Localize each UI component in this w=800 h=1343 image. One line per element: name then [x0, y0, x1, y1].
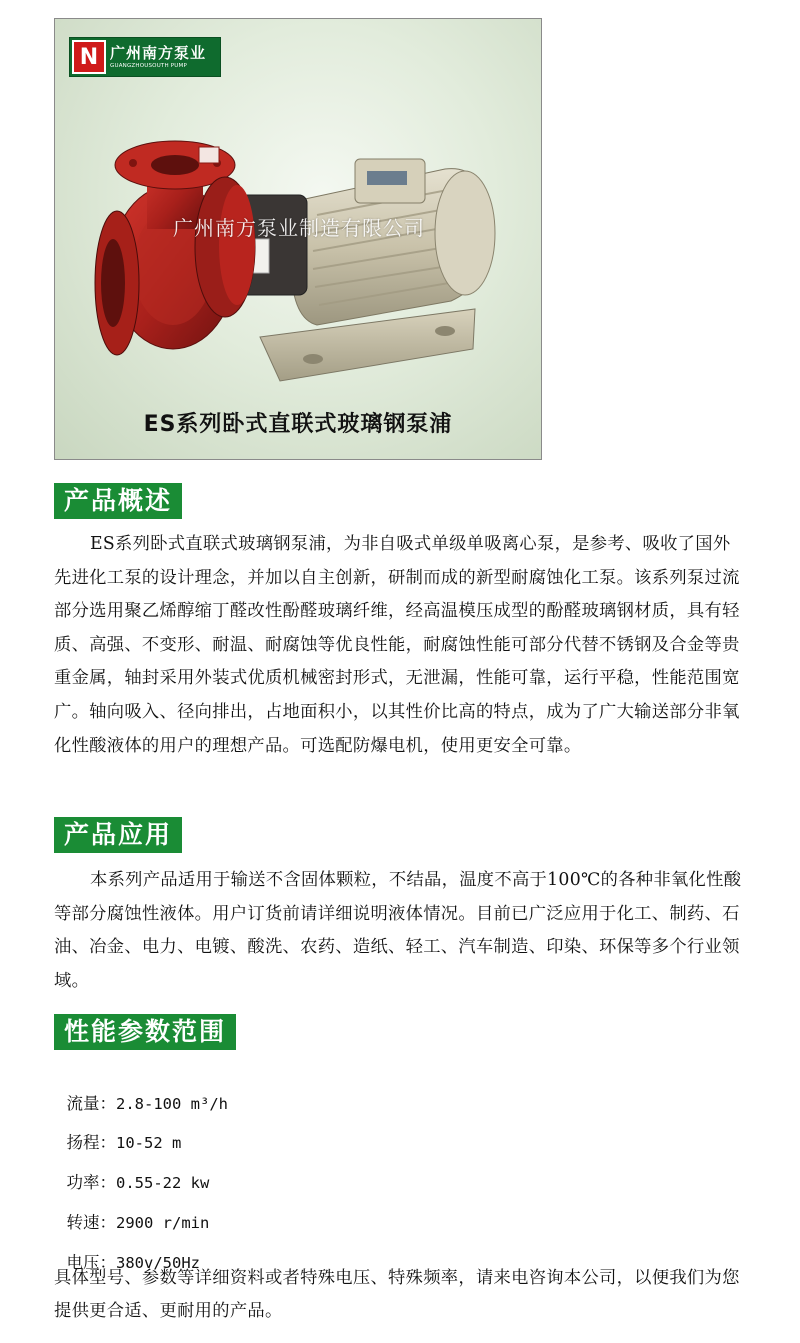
photo-watermark: 广州南方泵业制造有限公司: [173, 216, 425, 240]
contact-note: 具体型号、参数等详细资料或者特殊电压、特殊频率，请来电咨询本公司，以便我们为您提供更合适、更耐用的产品。: [54, 1268, 740, 1321]
logo-name-en: GUANGZHOUSOUTH PUMP: [110, 63, 187, 69]
spec-label: 扬程：: [66, 1133, 116, 1152]
spec-speed: [56, 1190, 209, 1234]
spec-label: 功率：: [66, 1173, 116, 1192]
product-caption: ES系列卧式直联式玻璃钢泵浦: [143, 412, 453, 437]
product-photo: [54, 18, 542, 460]
company-logo: [69, 37, 221, 77]
spec-value: 10-52 m: [116, 1134, 182, 1152]
overview-heading: 产品概述: [54, 483, 182, 519]
spec-power: [56, 1150, 209, 1194]
overview-text: ES系列卧式直联式玻璃钢泵浦，为非自吸式单级单吸离心泵，是参考、吸收了国外先进化工泵的设计理念，并加以自主创新，研制而成的新型耐腐蚀化工泵。该系列泵过流部分选用聚乙烯醇缩丁醛改性酚醛玻璃纤维，经高温模压成型的酚醛玻璃钢材质，具有轻质、高强、不变形、耐温、耐腐蚀等优良性能，耐腐蚀性能可部分代替不锈钢及合金等贵重金属，轴封采用外装式优质机械密封形式，无泄漏，性能可靠，运行平稳，性能范围宽广。轴向吸入、径向排出，占地面积小，以其性价比高的特点，成为了广大输送部分非氧化性酸液体的用户的理想产品。可选配防爆电机，使用更安全可靠。: [54, 534, 740, 756]
spec-label: 流量：: [66, 1094, 116, 1113]
spec-value: 2900 r/min: [116, 1214, 210, 1232]
performance-heading: 性能参数范围: [54, 1014, 236, 1050]
base-plate: [260, 309, 475, 381]
spec-value: 0.55-22 kw: [116, 1174, 210, 1192]
spec-label: 转速：: [66, 1213, 116, 1232]
motor-end-cap: [435, 171, 495, 295]
spec-value: 380v/50Hz: [116, 1254, 200, 1272]
spec-head: [56, 1110, 181, 1154]
spec-value: 2.8-100 m³/h: [116, 1095, 228, 1113]
application-text: 本系列产品适用于输送不含固体颗粒，不结晶，温度不高于100℃的各种非氧化性酸等部分腐蚀性液体。用户订货前请详细说明液体情况。目前已广泛应用于化工、制药、石油、冶金、电力、电镀、酸洗、农药、造纸、轻工、汽车制造、印染、环保等多个行业领域。: [54, 870, 742, 991]
logo-name-cn: 广州南方泵业: [110, 44, 207, 62]
spec-flow: [56, 1071, 228, 1115]
spec-label: 电压：: [66, 1253, 116, 1272]
application-heading: 产品应用: [54, 817, 182, 853]
logo-mark: N: [72, 40, 106, 74]
